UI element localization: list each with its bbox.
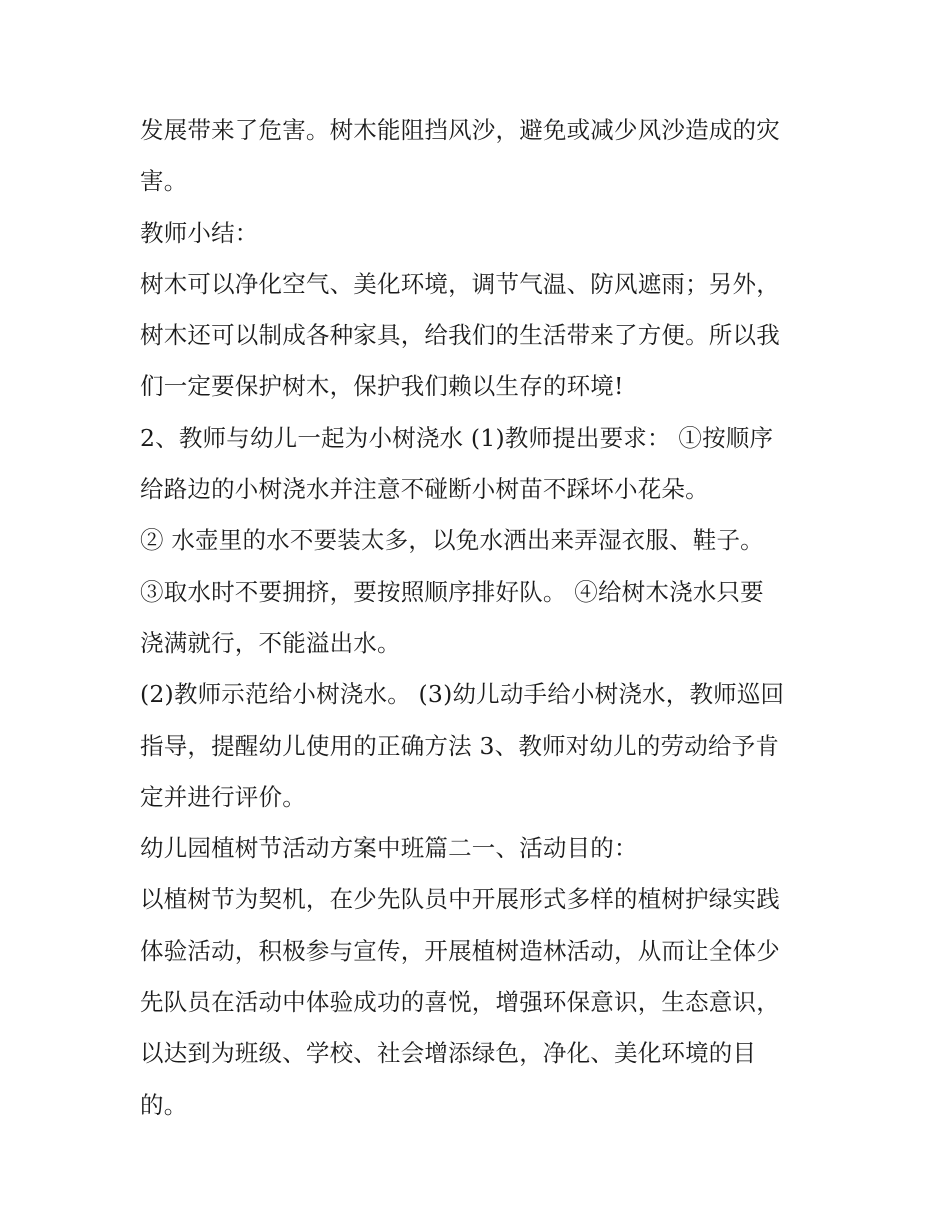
text-line: (2)教师示范给小树浇水。 (3)幼儿动手给小树浇水，教师巡回 <box>140 680 785 709</box>
text-line: 浇满就行，不能溢出水。 <box>140 628 401 657</box>
text-line: 教师小结： <box>140 218 259 247</box>
text-line: 树木还可以制成各种家具，给我们的生活带来了方便。所以我 <box>140 321 780 350</box>
text-line: 以植树节为契机，在少先队员中开展形式多样的植树护绿实践 <box>140 885 780 914</box>
text-line: 以达到为班级、学校、社会增添绿色，净化、美化环境的目 <box>140 1039 757 1068</box>
text-line: 给路边的小树浇水并注意不碰断小树苗不踩坏小花朵。 <box>140 475 709 504</box>
text-line: 发展带来了危害。树木能阻挡风沙，避免或减少风沙造成的灾 <box>140 116 780 144</box>
document-body <box>140 105 830 1131</box>
text-line: 指导，提醒幼儿使用的正确方法 3、教师对幼儿的劳动给予肯 <box>140 731 780 760</box>
text-line: 害。 <box>140 167 188 196</box>
text-line: 树木可以净化空气、美化环境，调节气温、防风遮雨；另外， <box>140 269 780 298</box>
text-line: ③取水时不要拥挤，要按照顺序排好队。 ④给树木浇水只要 <box>140 577 764 606</box>
text-line: 先队员在活动中体验成功的喜悦，增强环保意识，生态意识， <box>140 988 780 1017</box>
text-line: 定并进行评价。 <box>140 782 306 811</box>
text-line: 们一定要保护树木，保护我们赖以生存的环境! <box>140 372 624 401</box>
text-line: 体验活动，积极参与宣传，开展植树造林活动，从而让全体少 <box>140 936 780 965</box>
text-line: 幼儿园植树节活动方案中班篇二一、活动目的： <box>140 834 638 863</box>
text-line: ② 水壶里的水不要装太多，以免水洒出来弄湿衣服、鞋子。 <box>140 526 764 555</box>
text-line: 的。 <box>140 1090 188 1119</box>
text-line: 2、教师与幼儿一起为小树浇水 (1)教师提出要求： ①按顺序 <box>140 423 774 452</box>
